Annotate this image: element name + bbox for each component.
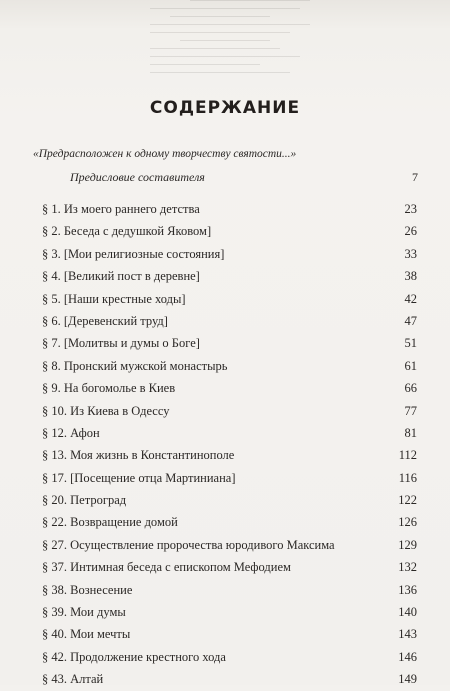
toc-entry-page: 143 <box>398 627 417 642</box>
toc-entry[interactable] <box>42 601 417 623</box>
toc-entry-page: 33 <box>404 246 417 261</box>
toc-entry-label: § 3. [Мои религиозные состояния] <box>42 246 225 261</box>
toc-entry[interactable] <box>42 265 417 287</box>
toc-entry-page: 112 <box>398 448 417 463</box>
toc-entry-label: § 43. Алтай <box>42 672 104 687</box>
toc-entry-page: 129 <box>398 537 417 552</box>
toc-entry[interactable] <box>42 668 417 690</box>
toc-entry-page: 146 <box>398 649 417 664</box>
toc-entry-label: § 38. Вознесение <box>42 582 133 597</box>
toc-entry-label: § 40. Мои мечты <box>42 627 131 642</box>
toc-entry[interactable] <box>42 355 417 377</box>
toc-preface-row[interactable] <box>70 170 418 185</box>
toc-entry-label: § 10. Из Киева в Одессу <box>42 403 170 418</box>
toc-entry[interactable] <box>42 332 417 354</box>
page-title: СОДЕРЖАНИЕ <box>149 98 301 118</box>
toc-preface-label: Предисловие составителя <box>70 170 205 184</box>
toc-entry-page: 47 <box>404 313 417 328</box>
toc-entry-page: 23 <box>404 202 417 216</box>
toc-entry[interactable] <box>42 377 417 399</box>
toc-entry-label: § 12. Афон <box>42 425 100 440</box>
toc-entry-label: § 13. Моя жизнь в Константинополе <box>42 448 235 463</box>
toc-entry[interactable] <box>42 623 417 645</box>
toc-entry-label: § 4. [Великий пост в деревне] <box>42 269 200 284</box>
toc-entry-page: 51 <box>404 336 417 351</box>
toc-entry-label: § 22. Возвращение домой <box>42 515 178 530</box>
toc-entry-label: § 8. Пронский мужской монастырь <box>42 358 228 373</box>
toc-entry-page: 38 <box>404 269 417 284</box>
toc-entry-page: 149 <box>398 672 417 687</box>
toc-entry[interactable] <box>42 220 417 242</box>
toc-entry-page: 126 <box>398 515 417 530</box>
show-through-text <box>150 0 320 110</box>
toc-entry-page: 116 <box>398 470 417 485</box>
toc-entry-page: 26 <box>404 224 417 239</box>
toc-entry[interactable] <box>42 579 417 601</box>
toc-entry-label: § 6. [Деревенский труд] <box>42 313 168 328</box>
toc-entry-label: § 39. Мои думы <box>42 605 126 620</box>
toc-entry-page: 136 <box>398 582 417 597</box>
toc-entry-label: § 9. На богомолье в Киев <box>42 381 176 396</box>
toc-entry[interactable] <box>42 511 417 533</box>
toc-entry[interactable] <box>42 288 417 310</box>
toc-entry-page: 77 <box>404 403 417 418</box>
epigraph: «Предрасположен к одному творчеству святости...» <box>33 148 297 160</box>
toc-entry-label: § 37. Интимная беседа с епископом Мефодием <box>42 560 291 575</box>
toc-preface-page: 7 <box>412 170 418 184</box>
toc-entry[interactable] <box>42 646 417 668</box>
toc-entry-label: § 27. Осуществление пророчества юродивого Максима <box>42 537 335 552</box>
toc-entry[interactable] <box>42 198 417 220</box>
toc-entry-label: § 2. Беседа с дедушкой Яковом] <box>42 224 212 239</box>
toc-entry[interactable] <box>42 489 417 511</box>
toc-entry-label: § 20. Петроград <box>42 493 127 508</box>
toc-entry[interactable] <box>42 467 417 489</box>
toc-entry[interactable] <box>42 243 417 265</box>
toc-entry-label: § 5. [Наши крестные ходы] <box>42 291 186 306</box>
toc-entry[interactable] <box>42 534 417 556</box>
toc-entry-page: 66 <box>404 381 417 396</box>
toc-entry[interactable] <box>42 400 417 422</box>
toc-entry-page: 122 <box>398 493 417 508</box>
toc-entry[interactable] <box>42 310 417 332</box>
toc-entry-page: 42 <box>404 291 417 306</box>
toc-entry[interactable] <box>42 556 417 578</box>
toc-entry-page: 81 <box>404 425 417 440</box>
toc-entry-label: § 1. Из моего раннего детства <box>42 202 200 216</box>
toc-entry-label: § 42. Продолжение крестного хода <box>42 649 226 664</box>
toc-entry-page: 61 <box>404 358 417 373</box>
toc-entry[interactable] <box>42 422 417 444</box>
toc-entry-page: 132 <box>398 560 417 575</box>
toc-entry-label: § 7. [Молитвы и думы о Боге] <box>42 336 200 351</box>
table-of-contents <box>42 198 417 691</box>
toc-entry-page: 140 <box>398 605 417 620</box>
toc-entry[interactable] <box>42 444 417 466</box>
toc-entry-label: § 17. [Посещение отца Мартиниана] <box>42 470 236 485</box>
